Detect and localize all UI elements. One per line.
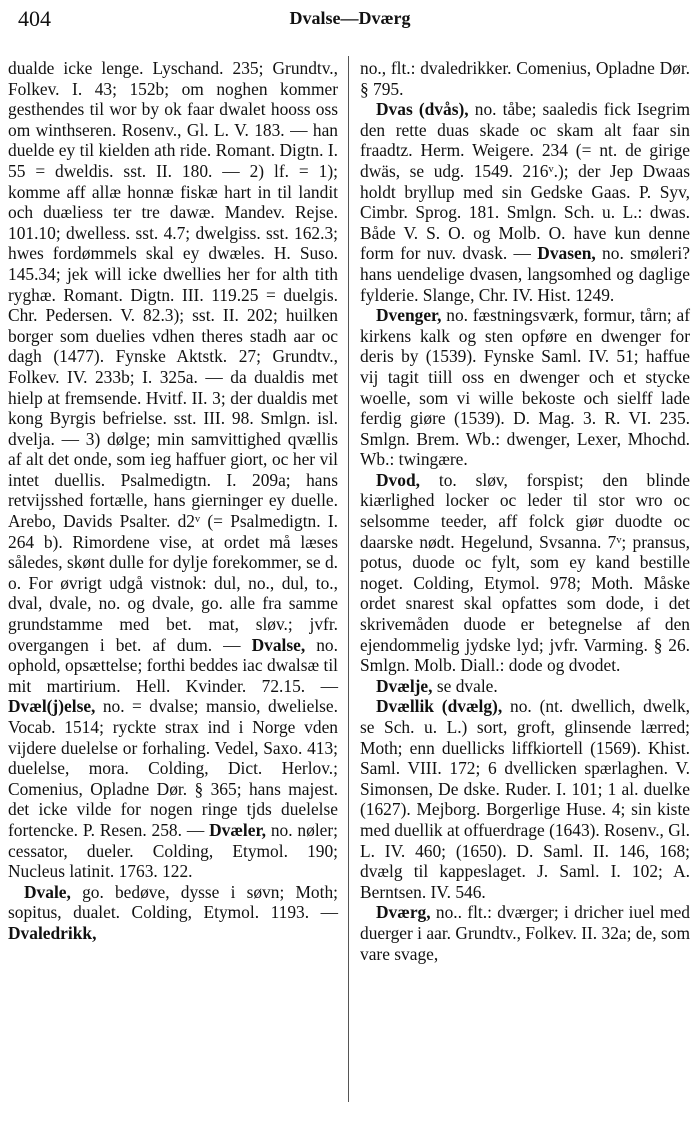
- entry-dvaerg: [360, 902, 690, 964]
- entry-text: dualde icke lenge. Lyschand. 235; Grundtv., Folkev. I. 43; 152b; om noghen kommer gesthendes til wor by ok faar dwalet hooss oss om winthseren. Rosenv., Gl. L. V. 183. — han duelde ey til kielden ath ride. Romant. Digtn. I. 55 = dweldis. sst. II. 180. — 2) lf. = 1); komme aff allæ honnæ fiskæ hart in til landit och duæliess ter tre dawæ. Mandev. Rejse. 101.10; dwelless. sst. 4.7; dwelgiss. sst. 162.3; hwes fordømmels skal ey dwæles. H. Suso. 145.34; jek will icke dwellies her for alth tith ryghæ. Romant. Digtn. III. 119.25 = duelgis. Chr. Pedersen. V. 82.3); sst. II. 202; huilken borger som duelies vdhen theres stadh aar oc dagh (1477). Fynske Aktstk. 27; Grundtv., Folkev. IV. 233b; I. 325a. — da dualdis met hielp at fremsende. Hvitf. II. 3; der dualdis met kong Byrgis befrielse. sst. III. 98. Smlgn. isl. dvelja. — 3) dølge; min samvittighed qvællis af alt det onde, som ieg haffuer giort, oc her vil intet duellis. Psalmedigtn. I. 209a; hans retvijsshed fortælle, hans gierninger ey duelle. Arebo, Davids Psalter. d2ᵛ (= Psalmedigtn. I. 264 b). Rimordene vise, at ordet må læses således, skønt dulle for dylje forekommer, se d. o. For øvrigt udgå vistnok: dul, no., dul, to., dval, dvale, no. og dvale, go. alle fra samme grundstamme med bet. mat, sløv.; jvfr. overgangen i bet. af dum. —: [8, 58, 338, 655]
- entry-text: no., flt.: dvaledrikker. Comenius, Opladne Dør. § 795.: [360, 58, 690, 99]
- entry-text: go. bedøve, dysse i søvn; Moth; sopitus, dualet. Colding, Etymol. 1193. —: [8, 881, 338, 923]
- headword: Dvasen,: [537, 243, 596, 264]
- entry-continuation: [360, 58, 690, 99]
- entry-dvenger: [360, 305, 690, 470]
- entry-text: no. fæstningsværk, formur, tårn; af kirkens kalk og sten opføre en dwenger for deris by (1539). Fynske Saml. IV. 51; haffue vij tagit tiill oss en dwenger och et stycke woelle, som vi wille bekoste och sielff lade ferdig giøre (1539). D. Mag. 3. R. VI. 235. Smlgn. Brem. Wb.: dwenger, Lexer, Mhochd. Wb.: twingære.: [360, 305, 690, 470]
- entry-dvod: [360, 470, 690, 676]
- headword: Dvæler,: [209, 819, 266, 840]
- headword: Dvalse,: [251, 634, 306, 655]
- entry-text: no.. flt.: dværger; i dricher iuel med duerger i aar. Grundtv., Folkev. II. 32a; de, som vare svage,: [360, 902, 690, 964]
- entry-dvaelje: [360, 676, 690, 697]
- headword: Dvaledrikk,: [8, 922, 97, 943]
- headword: Dvenger,: [376, 305, 442, 326]
- entry-dvas: [360, 99, 690, 305]
- left-column: [8, 58, 338, 944]
- entry-dvaellik: [360, 696, 690, 902]
- entry-text: no. ophold, opsættelse; forthi beddes iac dwalsæ til mit martirium. Hell. Kvinder. 72.15. —: [8, 634, 338, 696]
- entry-dvale: [8, 882, 338, 944]
- headword: Dvæl(j)else,: [8, 696, 96, 717]
- entry-text: no. = dvalse; mansio, dwelielse. Vocab. 1514; ryckte strax ind i Norge vden vijdere duelelse or forhaling. Vedel, Saxo. 413; duelelse, mora. Colding, Dict. Herlov.; Comenius, Opladne Dør. § 365; hans majest. det icke vilde for nogen ringe tjds duelelse fortencke. P. Resen. 258. —: [8, 696, 338, 840]
- entry-text: to. sløv, forspist; den blinde kiærlighed locker oc leder til stor wro oc selsomme teeder, aff folck giør duodte oc daarske nødt. Hegelund, Svsanna. 7ᵛ; pransus, potus, duode oc fylt, som ey kand bestille noget. Colding, Etymol. 978; Moth. Måske ordet snarest skal opfattes som dode, i det skrivemåden duode er betegnelse af den ejendommelig jydske lyd; jvfr. Varming. § 26. Smlgn. Molb. Diall.: dode og dvodet.: [360, 469, 690, 676]
- headword: Dvællik (dvælg),: [376, 696, 503, 717]
- running-head: Dvalse—Dværg: [289, 8, 411, 28]
- column-divider: [348, 56, 349, 1102]
- headword: Dvale,: [24, 881, 71, 902]
- entry-text: se dvale.: [436, 675, 498, 696]
- entry-text: no. (nt. dwellich, dwelk, se Sch. u. L.) sort, groft, glinsende lærred; Moth; enn duellicks liffkiortell (1569). Khist. Saml. VIII. 172; 6 dvellicken spærlaghen. V. Simonsen, De dske. Ruder. I. 101; 1 al. duelke (1627). Mejborg. Borgerlige Huse. 4; sin kiste med duellik at offuerdrage (1643). Rosenv., Gl. L. IV. 460; (1650). D. Saml. II. 146, 168; dvælg til kappeslaget. J. Saml. I. 102; A. Berntsen. IV. 546.: [360, 696, 690, 902]
- right-column: [360, 58, 690, 964]
- headword: Dvælje,: [376, 675, 433, 696]
- headword: Dværg,: [376, 902, 431, 923]
- headword: Dvod,: [376, 469, 420, 490]
- entry-text: no. smøleri? hans uendelige dvasen, langsomhed og dagligе fylderie. Slange, Chr. IV. Hist. 1249.: [360, 243, 690, 305]
- entry-continuation: [8, 58, 338, 882]
- page-number: 404: [18, 6, 51, 31]
- entry-text: no. nøler; cessator, dueler. Colding, Etymol. 190; Nucleus latinit. 1763. 122.: [8, 819, 338, 882]
- entry-text: no. tåbe; saaledis fick Isegrim den rette duas skade oc skam alt faar sin fraadtz. Herm. Weigere. 234 (= nt. de girige dwäs, se udg. 1549. 216ᵛ.); der Jep Dwaas holdt bryllup med sin Gedske Gaas. P. Syv, Cimbr. Sprog. 181. Smlgn. Sch. u. L.: dwas. Både V. S. O. og Molb. O. have kun denne form for nuv. dvask. —: [360, 99, 691, 264]
- page-header: [0, 0, 700, 44]
- headword: Dvas (dvås),: [376, 99, 469, 120]
